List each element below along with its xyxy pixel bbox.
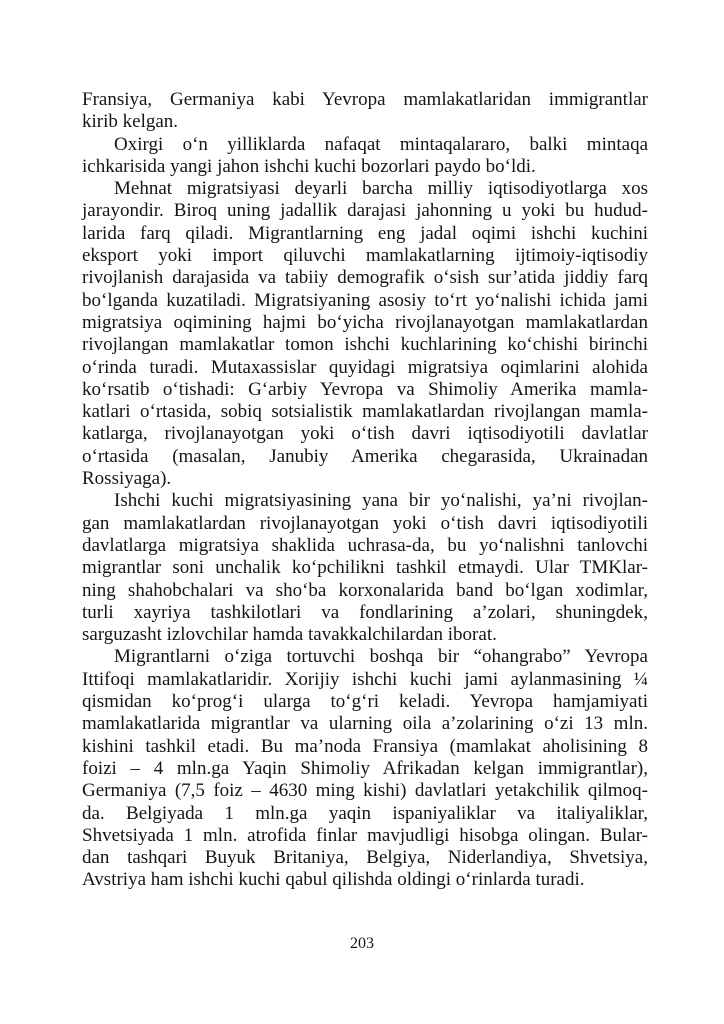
text-line: qismidan ko‘prog‘i ularga to‘g‘ri keladi. Yevropa hamjamiyati xyxy=(82,691,648,713)
page-number: 203 xyxy=(350,935,374,952)
text-line: migratsiya oqimining hajmi bo‘yicha rivojlanayotgan mamlakatlardan xyxy=(82,311,648,333)
text-line: mamlakatlarida migrantlar va ularning oila a’zolarining o‘zi 13 mln. xyxy=(82,713,648,735)
text-line: o‘rinda turadi. Mutaxassislar quyidagi migratsiya oqimlarini alohida xyxy=(82,356,648,378)
text-line: sarguzasht izlovchilar hamda tavakkalchilardan iborat. xyxy=(82,624,497,646)
text-line: ichkarisida yangi jahon ishchi kuchi bozorlari paydo bo‘ldi. xyxy=(82,155,536,177)
text-line: rivojlangan mamlakatlar tomon ishchi kuchlarining ko‘chishi birinchi xyxy=(82,334,648,356)
text-line: Avstriya ham ishchi kuchi qabul qilishda oldingi o‘rinlarda turadi. xyxy=(82,869,585,891)
paragraph xyxy=(82,178,648,490)
text-line: gan mamlakatlardan rivojlanayotgan yoki o‘tish davri iqtisodiyotili xyxy=(82,512,648,534)
text-line: da. Belgiyada 1 mln.ga yaqin ispaniyaliklar va italiyaliklar, xyxy=(82,802,648,824)
text-line: o‘rtasida (masalan, Janubiy Amerika chegarasida, Ukrainadan xyxy=(82,445,648,467)
text-line: kishini tashkil etadi. Bu ma’noda Fransiya (mamlakat aholisining 8 xyxy=(82,735,648,757)
text-line: dan tashqari Buyuk Britaniya, Belgiya, Niderlandiya, Shvetsiya, xyxy=(82,847,648,869)
text-line: Ittifoqi mamlakatlaridir. Xorijiy ishchi kuchi jami aylanmasining ¼ xyxy=(82,668,648,690)
text-line: katlari o‘rtasida, sobiq sotsialistik mamlakatlardan rivojlangan mamla- xyxy=(82,401,648,423)
text-line: davlatlarga migratsiya shaklida uchrasa-da, bu yo‘nalishni tanlovchi xyxy=(82,534,648,556)
paragraph xyxy=(82,490,648,646)
paragraph xyxy=(82,646,648,891)
text-line: Germaniya (7,5 foiz – 4630 ming kishi) davlatlari yetakchilik qilmoq- xyxy=(82,780,648,802)
text-line: kirib kelgan. xyxy=(82,111,179,133)
text-line: katlarga, rivojlanayotgan yoki o‘tish davri iqtisodiyotili davlatlar xyxy=(82,423,648,445)
text-line: larida farq qiladi. Migrantlarning eng jadal oqimi ishchi kuchini xyxy=(82,222,648,244)
text-line: Fransiya, Germaniya kabi Yevropa mamlakatlaridan immigrantlar xyxy=(82,89,648,110)
text-line: Migrantlarni o‘ziga tortuvchi boshqa bir “ohangrabo” Yevropa xyxy=(114,646,648,668)
page-body-text xyxy=(82,89,648,892)
paragraph xyxy=(82,89,648,134)
text-line: jarayondir. Biroq uning jadallik darajasi jahonning u yoki bu hudud- xyxy=(82,200,648,222)
text-line: Mehnat migratsiyasi deyarli barcha milliy iqtisodiyotlarga xos xyxy=(114,178,648,200)
paragraph xyxy=(82,134,648,179)
text-line: Shvetsiyada 1 mln. atrofida finlar mavjudligi hisobga olingan. Bular- xyxy=(82,824,648,846)
text-line: migrantlar soni unchalik ko‘pchilikni tashkil etmaydi. Ular TMKlar- xyxy=(82,557,648,579)
text-line: Ishchi kuchi migratsiyasining yana bir yo‘nalishi, ya’ni rivojlan- xyxy=(114,490,648,512)
text-line: turli xayriya tashkilotlari va fondlarining a’zolari, shuningdek, xyxy=(82,601,648,623)
text-line: Oxirgi o‘n yilliklarda nafaqat mintaqalararo, balki mintaqa xyxy=(114,133,648,155)
text-line: bo‘lganda kuzatiladi. Migratsiyaning asosiy to‘rt yo‘nalishi ichida jami xyxy=(82,289,648,311)
text-line: ko‘rsatib o‘tishadi: G‘arbiy Yevropa va Shimoliy Amerika mamla- xyxy=(82,378,648,400)
text-line: Rossiyaga). xyxy=(82,468,172,490)
text-line: rivojlanish darajasida va tabiiy demografik o‘sish sur’atida jiddiy farq xyxy=(82,267,648,289)
text-line: ning shahobchalari va sho‘ba korxonalarida band bo‘lgan xodimlar, xyxy=(82,579,648,601)
text-line: eksport yoki import qiluvchi mamlakatlarning ijtimoiy-iqtisodiy xyxy=(82,245,648,267)
text-line: foizi – 4 mln.ga Yaqin Shimoliy Afrikadan kelgan immigrantlar), xyxy=(82,757,648,779)
